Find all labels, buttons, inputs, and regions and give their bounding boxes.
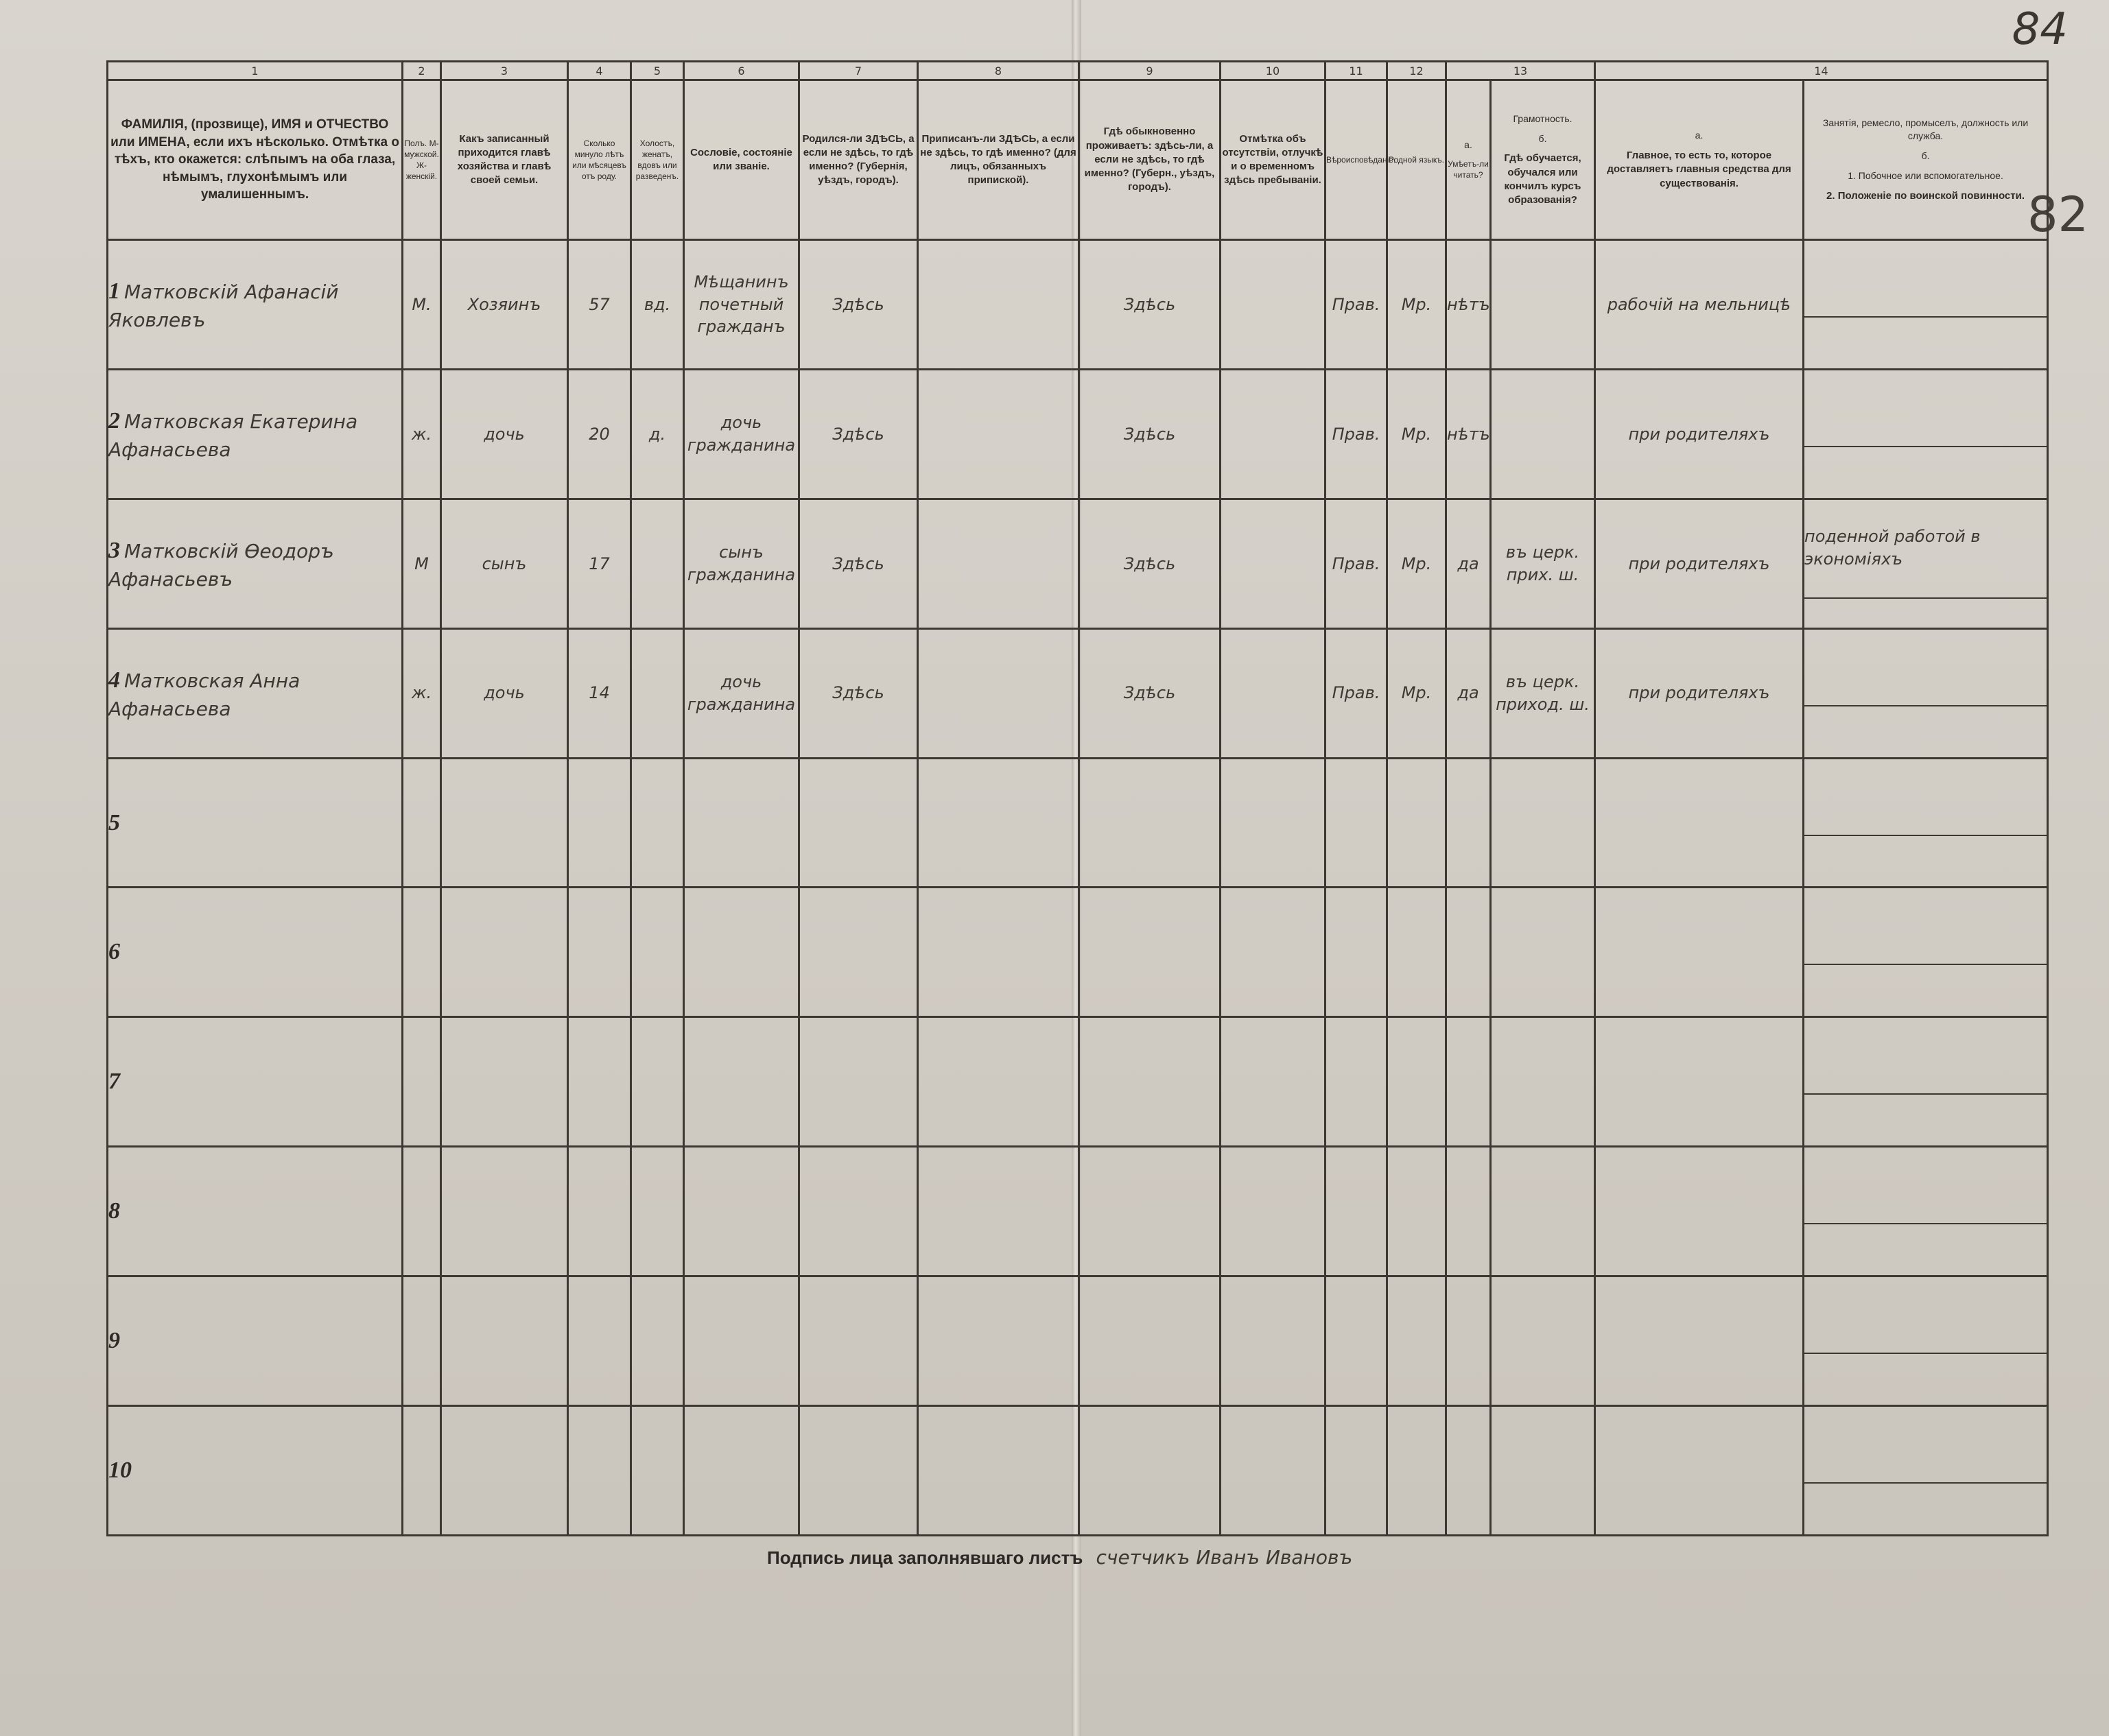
colnum-1: 1: [108, 62, 403, 80]
cell-religion: [1326, 1276, 1387, 1406]
cell-religion: [1326, 1147, 1387, 1276]
cell-language-text: Мр.: [1401, 294, 1432, 314]
cell-age: [568, 1017, 631, 1147]
cell-literate: [1446, 1017, 1491, 1147]
cell-absence: [1221, 1406, 1326, 1536]
cell-absence: [1221, 888, 1326, 1017]
cell-occupation-text: при родителяхъ: [1628, 554, 1770, 573]
cell-name-text: Матковская Анна Афанасьева: [108, 669, 301, 720]
margin-mark: 82: [2027, 187, 2089, 243]
cell-literate-text: да: [1457, 554, 1479, 573]
cell-birthplace-text: Здѣсь: [832, 683, 884, 703]
cell-occupation-text: рабочій на мельницѣ: [1607, 294, 1791, 314]
cell-name-text: Матковскій Афанасій Яковлевъ: [108, 281, 339, 331]
signature-handwritten: счетчикъ Иванъ Ивановъ: [1096, 1546, 1353, 1569]
cell-residence: [1079, 888, 1221, 1017]
cell-relation: [441, 888, 568, 1017]
cell-age: [568, 240, 631, 370]
header-occupation-b: [1804, 80, 2048, 240]
cell-occupation: [1595, 1276, 1804, 1406]
cell-literate: [1446, 240, 1491, 370]
cell-birthplace-text: Здѣсь: [832, 294, 884, 314]
cell-absence: [1221, 369, 1326, 499]
cell-age-text: 20: [589, 424, 610, 444]
header-estate: Сословіе, состояніе или званіе.: [684, 80, 799, 240]
cell-birthplace: [799, 1276, 918, 1406]
military-text: [1804, 1482, 2047, 1486]
cell-marital: [631, 1276, 684, 1406]
cell-sex-text: ж.: [411, 683, 432, 703]
colnum-14: 14: [1595, 62, 2048, 80]
cell-religion: [1326, 499, 1387, 628]
cell-residence: [1079, 499, 1221, 628]
cell-side-occupation: [1804, 1276, 2048, 1406]
cell-age-text: 14: [589, 683, 610, 703]
cell-birthplace: [799, 628, 918, 758]
cell-age: [568, 1147, 631, 1276]
table-row: [108, 240, 2048, 370]
cell-residence: [1079, 240, 1221, 370]
cell-absence: [1221, 240, 1326, 370]
cell-language: [1387, 240, 1446, 370]
colnum-3: 3: [441, 62, 568, 80]
cell-age-text: 57: [589, 294, 610, 314]
cell-relation: [441, 628, 568, 758]
cell-registration: [918, 628, 1079, 758]
cell-absence: [1221, 1017, 1326, 1147]
cell-sex: [403, 888, 441, 1017]
military-text: [1804, 964, 2047, 968]
cell-language: [1387, 1017, 1446, 1147]
cell-occupation-text: при родителяхъ: [1628, 683, 1770, 703]
cell-marital: [631, 369, 684, 499]
cell-occupation-text: при родителяхъ: [1628, 424, 1770, 444]
cell-literate: [1446, 758, 1491, 888]
colnum-9: 9: [1079, 62, 1221, 80]
cell-occupation: [1595, 758, 1804, 888]
cell-estate: [684, 628, 799, 758]
cell-occupation: [1595, 1017, 1804, 1147]
cell-estate: [684, 1406, 799, 1536]
row-number: 5: [108, 809, 120, 835]
table-row: [108, 1147, 2048, 1276]
cell-sex-text: М.: [412, 294, 432, 314]
cell-side-occupation: [1804, 499, 2048, 628]
military-text: [1804, 705, 2047, 709]
occupation-b-2: 2. Положеніе по воинской повинности.: [1826, 189, 2025, 202]
cell-education: [1491, 499, 1595, 628]
cell-residence-text: Здѣсь: [1123, 294, 1176, 314]
cell-occupation: [1595, 369, 1804, 499]
literacy-b-text: Гдѣ обучается, обучался или кончилъ курсъ образованія?: [1504, 152, 1581, 206]
cell-education: [1491, 1017, 1595, 1147]
cell-side-occupation: [1804, 240, 2048, 370]
military-text: [1804, 835, 2047, 839]
row-number: 10: [108, 1458, 132, 1484]
header-registration: Приписанъ-ли ЗДѢСЬ, а если не здѣсь, то гдѣ именно? (для лицъ, обязанныхъ припиской).: [918, 80, 1079, 240]
cell-religion: [1326, 1406, 1387, 1536]
cell-education: [1491, 758, 1595, 888]
row-number: 6: [108, 939, 120, 965]
cell-literate: [1446, 888, 1491, 1017]
cell-estate: [684, 1017, 799, 1147]
cell-marital-text: вд.: [644, 294, 671, 314]
cell-estate: [684, 758, 799, 888]
cell-language: [1387, 499, 1446, 628]
cell-name: [108, 1276, 403, 1406]
literacy-title: Грамотность.: [1513, 112, 1572, 124]
header-relation: Какъ записанный приходится главѣ хозяйства и главѣ своей семьи.: [441, 80, 568, 240]
header-name: ФАМИЛІЯ, (прозвище), ИМЯ и ОТЧЕСТВО или ИМЕНА, если ихъ нѣсколько. Отмѣтка о тѣхъ, кто окажется: слѣпымъ на оба глаза, нѣмымъ, глухонѣмымъ или умалишеннымъ.: [108, 80, 403, 240]
cell-estate-text: дочь гражданина: [687, 672, 796, 714]
census-table-wrap: [106, 60, 2047, 1536]
cell-literate-text: да: [1457, 683, 1479, 703]
cell-name: [108, 758, 403, 888]
cell-residence-text: Здѣсь: [1123, 424, 1176, 444]
cell-religion: [1326, 628, 1387, 758]
side-occupation-text: поденной работой в экономіяхъ: [1804, 527, 1981, 569]
row-number: 1: [108, 278, 120, 305]
cell-relation-text: дочь: [484, 424, 525, 444]
cell-name: [108, 369, 403, 499]
cell-side-occupation: [1804, 369, 2048, 499]
cell-religion-text: Прав.: [1332, 683, 1380, 703]
cell-birthplace-text: Здѣсь: [832, 554, 884, 573]
literacy-a-label: а.: [1464, 139, 1472, 151]
cell-education: [1491, 628, 1595, 758]
cell-residence: [1079, 1147, 1221, 1276]
cell-birthplace: [799, 888, 918, 1017]
cell-registration: [918, 1406, 1079, 1536]
cell-language-text: Мр.: [1401, 683, 1432, 703]
cell-occupation: [1595, 1147, 1804, 1276]
cell-relation: [441, 1017, 568, 1147]
row-number: 7: [108, 1069, 120, 1095]
cell-name: [108, 1406, 403, 1536]
cell-relation: [441, 758, 568, 888]
header-age: Сколько минуло лѣтъ или мѣсяцевъ отъ роду.: [568, 80, 631, 240]
cell-estate-text: дочь гражданина: [687, 413, 796, 455]
cell-occupation: [1595, 888, 1804, 1017]
cell-education: [1491, 888, 1595, 1017]
cell-birthplace: [799, 1147, 918, 1276]
cell-side-occupation: [1804, 628, 2048, 758]
cell-marital: [631, 888, 684, 1017]
cell-literate: [1446, 1147, 1491, 1276]
cell-age: [568, 1406, 631, 1536]
colnum-8: 8: [918, 62, 1079, 80]
cell-estate: [684, 1276, 799, 1406]
cell-marital: [631, 1017, 684, 1147]
cell-residence: [1079, 1406, 1221, 1536]
colnum-7: 7: [799, 62, 918, 80]
cell-religion: [1326, 369, 1387, 499]
cell-religion: [1326, 1017, 1387, 1147]
cell-absence: [1221, 1276, 1326, 1406]
cell-name: [108, 240, 403, 370]
column-number-row: [108, 62, 2048, 80]
row-number: 8: [108, 1198, 120, 1224]
cell-relation-text: дочь: [484, 683, 525, 703]
cell-name: [108, 499, 403, 628]
cell-birthplace: [799, 369, 918, 499]
cell-estate-text: Мѣщанинъ почетный гражданъ: [694, 272, 789, 337]
cell-language: [1387, 628, 1446, 758]
cell-language: [1387, 1406, 1446, 1536]
cell-residence: [1079, 1017, 1221, 1147]
cell-marital: [631, 499, 684, 628]
cell-relation: [441, 499, 568, 628]
cell-name-text: Матковская Екатерина Афанасьева: [108, 409, 358, 461]
cell-name: [108, 628, 403, 758]
cell-estate: [684, 369, 799, 499]
row-number: 4: [108, 667, 120, 693]
colnum-11: 11: [1326, 62, 1387, 80]
cell-absence: [1221, 499, 1326, 628]
cell-language: [1387, 369, 1446, 499]
cell-registration: [918, 1017, 1079, 1147]
header-literacy-b: [1491, 80, 1595, 240]
table-row: [108, 1017, 2048, 1147]
cell-education-text: въ церк. прих. ш.: [1505, 543, 1580, 584]
cell-relation: [441, 240, 568, 370]
colnum-4: 4: [568, 62, 631, 80]
military-text: [1804, 1353, 2047, 1357]
occupation-title: Занятія, ремесло, промыселъ, должность или служба.: [1822, 117, 2029, 141]
cell-literate: [1446, 628, 1491, 758]
table-row: [108, 499, 2048, 628]
cell-residence: [1079, 758, 1221, 888]
cell-birthplace: [799, 1406, 918, 1536]
cell-relation-text: Хозяинъ: [467, 294, 541, 314]
header-row: [108, 80, 2048, 240]
header-language: Родной языкъ.: [1387, 80, 1446, 240]
cell-birthplace: [799, 758, 918, 888]
census-rows: [108, 240, 2048, 1536]
cell-literate-text: нѣтъ: [1447, 294, 1490, 314]
colnum-6: 6: [684, 62, 799, 80]
cell-relation: [441, 1147, 568, 1276]
cell-language: [1387, 758, 1446, 888]
table-row: [108, 1406, 2048, 1536]
cell-name-text: Матковскій Ѳеодоръ Афанасьевъ: [108, 539, 334, 591]
occupation-b-1: 1. Побочное или вспомогательное.: [1848, 169, 2003, 181]
cell-literate: [1446, 369, 1491, 499]
cell-registration: [918, 240, 1079, 370]
cell-residence: [1079, 369, 1221, 499]
cell-name: [108, 1147, 403, 1276]
cell-residence: [1079, 628, 1221, 758]
cell-relation-text: сынъ: [482, 554, 527, 573]
cell-language: [1387, 888, 1446, 1017]
cell-religion: [1326, 888, 1387, 1017]
cell-religion-text: Прав.: [1332, 554, 1380, 573]
cell-sex: [403, 369, 441, 499]
cell-marital: [631, 628, 684, 758]
cell-religion: [1326, 240, 1387, 370]
row-number: 9: [108, 1328, 120, 1354]
cell-registration: [918, 369, 1079, 499]
occupation-a-text: Главное, то есть то, которое доставляетъ главныя средства для существованія.: [1607, 150, 1791, 189]
military-text: [1804, 446, 2047, 450]
cell-age: [568, 888, 631, 1017]
cell-side-occupation: [1804, 888, 2048, 1017]
cell-sex: [403, 628, 441, 758]
cell-marital-text: д.: [648, 424, 666, 444]
header-absence: Отмѣтка объ отсутствіи, отлучкѣ и о временномъ здѣсь пребываніи.: [1221, 80, 1326, 240]
literacy-a-text: Умѣетъ-ли читать?: [1448, 159, 1489, 180]
cell-language-text: Мр.: [1401, 554, 1432, 573]
cell-marital: [631, 1406, 684, 1536]
cell-education: [1491, 1406, 1595, 1536]
table-row: [108, 369, 2048, 499]
cell-relation: [441, 369, 568, 499]
cell-registration: [918, 888, 1079, 1017]
cell-relation: [441, 1276, 568, 1406]
header-marital: Холостъ, женатъ, вдовъ или разведенъ.: [631, 80, 684, 240]
cell-literate: [1446, 1406, 1491, 1536]
cell-registration: [918, 499, 1079, 628]
cell-education: [1491, 1147, 1595, 1276]
cell-marital: [631, 1147, 684, 1276]
cell-literate: [1446, 1276, 1491, 1406]
colnum-13: 13: [1446, 62, 1595, 80]
cell-religion-text: Прав.: [1332, 424, 1380, 444]
table-row: [108, 888, 2048, 1017]
cell-side-occupation: [1804, 1406, 2048, 1536]
cell-literate: [1446, 499, 1491, 628]
cell-religion: [1326, 758, 1387, 888]
cell-age: [568, 369, 631, 499]
cell-sex: [403, 1017, 441, 1147]
header-occupation-a: [1595, 80, 1804, 240]
cell-education: [1491, 240, 1595, 370]
header-literacy-a: [1446, 80, 1491, 240]
cell-sex-text: ж.: [411, 424, 432, 444]
row-number: 3: [108, 537, 120, 563]
table-row: [108, 628, 2048, 758]
cell-language-text: Мр.: [1401, 424, 1432, 444]
cell-education: [1491, 369, 1595, 499]
cell-sex: [403, 1276, 441, 1406]
cell-language: [1387, 1276, 1446, 1406]
military-text: [1804, 597, 2047, 602]
cell-birthplace: [799, 499, 918, 628]
cell-education-text: въ церк. приход. ш.: [1496, 672, 1590, 714]
table-row: [108, 1276, 2048, 1406]
cell-birthplace: [799, 240, 918, 370]
signature-label: Подпись лица заполнявшаго листъ: [767, 1547, 1083, 1568]
cell-side-occupation: [1804, 1147, 2048, 1276]
literacy-b-label: б.: [1538, 132, 1547, 144]
cell-registration: [918, 1276, 1079, 1406]
military-text: [1804, 316, 2047, 320]
header-sex: Полъ. М-мужской. Ж-женскій.: [403, 80, 441, 240]
cell-birthplace-text: Здѣсь: [832, 424, 884, 444]
cell-sex: [403, 1147, 441, 1276]
cell-age: [568, 758, 631, 888]
cell-estate: [684, 240, 799, 370]
cell-language: [1387, 1147, 1446, 1276]
cell-sex: [403, 240, 441, 370]
colnum-5: 5: [631, 62, 684, 80]
cell-estate: [684, 1147, 799, 1276]
cell-registration: [918, 758, 1079, 888]
cell-education: [1491, 1276, 1595, 1406]
header-religion: Вѣроисповѣданіе.: [1326, 80, 1387, 240]
cell-age: [568, 499, 631, 628]
occupation-b-label: б.: [1921, 150, 1930, 161]
cell-occupation: [1595, 1406, 1804, 1536]
cell-marital: [631, 758, 684, 888]
cell-residence: [1079, 1276, 1221, 1406]
cell-absence: [1221, 1147, 1326, 1276]
header-birthplace: Родился-ли ЗДѢСЬ, а если не здѣсь, то гдѣ именно? (Губернія, уѣздъ, городъ).: [799, 80, 918, 240]
cell-residence-text: Здѣсь: [1123, 554, 1176, 573]
cell-registration: [918, 1147, 1079, 1276]
cell-age: [568, 628, 631, 758]
cell-name: [108, 888, 403, 1017]
cell-residence-text: Здѣсь: [1123, 683, 1176, 703]
cell-occupation: [1595, 240, 1804, 370]
cell-estate: [684, 888, 799, 1017]
cell-sex: [403, 499, 441, 628]
cell-religion-text: Прав.: [1332, 294, 1380, 314]
colnum-12: 12: [1387, 62, 1446, 80]
cell-sex: [403, 1406, 441, 1536]
cell-relation: [441, 1406, 568, 1536]
cell-sex: [403, 758, 441, 888]
cell-absence: [1221, 628, 1326, 758]
cell-sex-text: М: [414, 554, 429, 573]
footer-signature-line: [767, 1546, 1352, 1569]
cell-occupation: [1595, 628, 1804, 758]
cell-estate-text: сынъ гражданина: [687, 543, 796, 584]
military-text: [1804, 1093, 2047, 1097]
cell-age-text: 17: [589, 554, 610, 573]
page-number: 84: [2012, 4, 2068, 55]
cell-absence: [1221, 758, 1326, 888]
cell-age: [568, 1276, 631, 1406]
cell-literate-text: нѣтъ: [1447, 424, 1490, 444]
cell-occupation: [1595, 499, 1804, 628]
colnum-10: 10: [1221, 62, 1326, 80]
occupation-a-label: а.: [1695, 130, 1704, 141]
cell-estate: [684, 499, 799, 628]
colnum-2: 2: [403, 62, 441, 80]
cell-side-occupation: [1804, 1017, 2048, 1147]
census-table: [106, 60, 2049, 1536]
row-number: 2: [108, 407, 120, 433]
cell-name: [108, 1017, 403, 1147]
cell-side-occupation: [1804, 758, 2048, 888]
cell-marital: [631, 240, 684, 370]
header-residence: Гдѣ обыкновенно проживаетъ: здѣсь-ли, а если не здѣсь, то гдѣ именно? (Губерн., уѣздъ, городъ).: [1079, 80, 1221, 240]
cell-birthplace: [799, 1017, 918, 1147]
military-text: [1804, 1223, 2047, 1227]
table-row: [108, 758, 2048, 888]
